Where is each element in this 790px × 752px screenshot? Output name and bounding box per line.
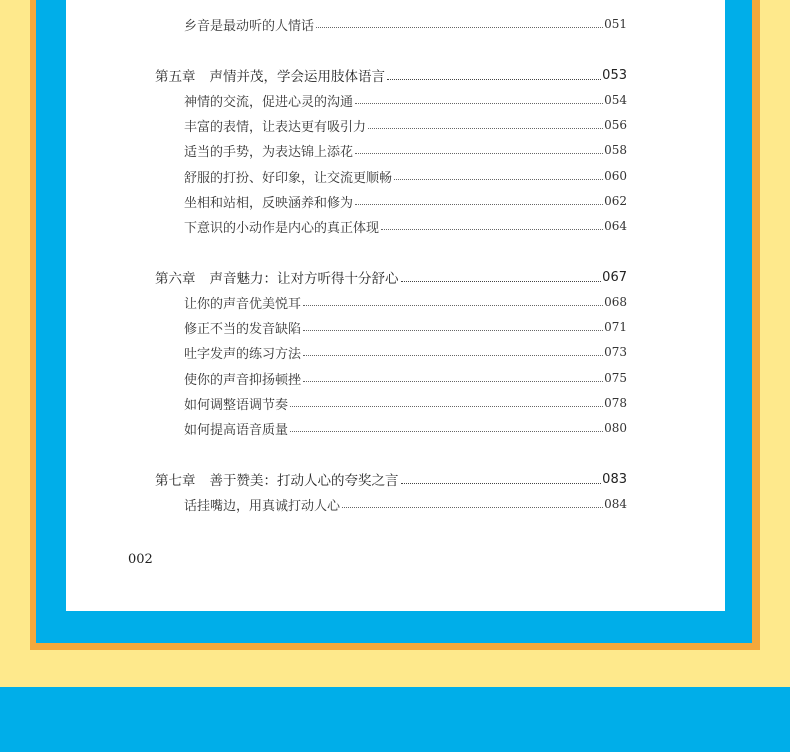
- toc-entry: [66, 115, 725, 135]
- toc-entry-title: 适当的手势，为表达锦上添花: [184, 144, 354, 160]
- toc-entry-title: 下意识的小动作是内心的真正体现: [184, 220, 380, 236]
- toc-entry-page: 080: [604, 421, 627, 435]
- toc-entry-title: 乡音是最动听的人情话: [184, 18, 315, 34]
- toc-leader-dots: [355, 203, 603, 205]
- toc-leader-dots: [368, 127, 603, 129]
- chapter-number: 第六章: [155, 271, 196, 287]
- toc-leader-dots: [394, 178, 603, 180]
- toc-leader-dots: [303, 329, 603, 331]
- toc-leader-dots: [290, 405, 603, 407]
- chapter-number: 第七章: [155, 473, 196, 489]
- toc-leader-dots: [303, 354, 603, 356]
- toc-entry: [66, 140, 725, 160]
- toc-leader-dots: [290, 430, 603, 432]
- toc-entry-title: 坐相和站相，反映涵养和修为: [184, 195, 354, 211]
- toc-leader-dots: [355, 152, 603, 154]
- toc-leader-dots: [303, 380, 603, 382]
- toc-entry: [66, 14, 725, 34]
- toc-entry: [66, 292, 725, 312]
- toc-entry-title: 神情的交流，促进心灵的沟通: [184, 94, 354, 110]
- chapter-page: 067: [602, 269, 627, 285]
- toc-entry: [66, 216, 725, 236]
- toc-entry-title: 修正不当的发音缺陷: [184, 321, 302, 337]
- toc-entry-page: 062: [604, 194, 627, 208]
- chapter-page: 053: [602, 67, 627, 83]
- toc-entry-page: 084: [604, 497, 627, 511]
- toc-entry: [66, 418, 725, 438]
- toc-entry-page: 054: [604, 93, 627, 107]
- toc-entry-title: [66, 0, 340, 2]
- toc-entry-page: 051: [604, 17, 627, 31]
- toc-entry-title: 话挂嘴边，用真诚打动人心: [184, 498, 341, 514]
- chapter-title: 善于赞美：打动人心的夸奖之言: [209, 473, 399, 489]
- chapter-title: 声音魅力：让对方听得十分舒心: [209, 271, 399, 287]
- toc-entry-page: 073: [604, 345, 627, 359]
- chapter-page: 083: [602, 471, 627, 487]
- toc-entry: [66, 0, 725, 2]
- toc-chapter: [66, 267, 725, 287]
- toc-leader-dots: [387, 78, 601, 80]
- toc-entry-title: 让你的声音优美悦耳: [184, 296, 302, 312]
- table-of-contents: [66, 0, 725, 550]
- toc-leader-dots: [342, 506, 603, 508]
- toc-entry: [66, 342, 725, 362]
- toc-entry-page: 071: [604, 320, 627, 334]
- toc-entry-page: 060: [604, 169, 627, 183]
- toc-leader-dots: [303, 304, 603, 306]
- toc-entry-page: 078: [604, 396, 627, 410]
- chapter-title: 声情并茂，学会运用肢体语言: [209, 69, 385, 85]
- toc-entry: [66, 494, 725, 514]
- toc-entry-title: 丰富的表情，让表达更有吸引力: [184, 119, 367, 135]
- toc-leader-dots: [401, 280, 602, 282]
- toc-entry-title: 如何调整语调节奏: [184, 397, 289, 413]
- toc-entry-title: 使你的声音抑扬顿挫: [184, 372, 302, 388]
- toc-entry: [66, 90, 725, 110]
- toc-leader-dots: [316, 26, 603, 28]
- toc-chapter: [66, 469, 725, 489]
- toc-entry: [66, 317, 725, 337]
- toc-chapter: [66, 65, 725, 85]
- toc-entry: [66, 191, 725, 211]
- toc-leader-dots: [401, 482, 602, 484]
- toc-entry-page: 064: [604, 219, 627, 233]
- toc-leader-dots: [381, 228, 603, 230]
- toc-entry: [66, 368, 725, 388]
- toc-entry-title: 舒服的打扮、好印象，让交流更顺畅: [184, 170, 393, 186]
- toc-entry-page: 056: [604, 118, 627, 132]
- toc-entry-page: 058: [604, 143, 627, 157]
- chapter-number: 第五章: [155, 69, 196, 85]
- toc-entry-title: 如何提高语音质量: [184, 422, 289, 438]
- toc-entry: [66, 393, 725, 413]
- toc-entry: [66, 166, 725, 186]
- toc-leader-dots: [355, 102, 603, 104]
- toc-entry-title: 吐字发声的练习方法: [184, 346, 302, 362]
- book-page: [66, 0, 725, 611]
- toc-entry-page: 068: [604, 295, 627, 309]
- bottom-blue-band: [0, 687, 790, 752]
- toc-entry-page: 075: [604, 371, 627, 385]
- page-number: 002: [128, 552, 153, 567]
